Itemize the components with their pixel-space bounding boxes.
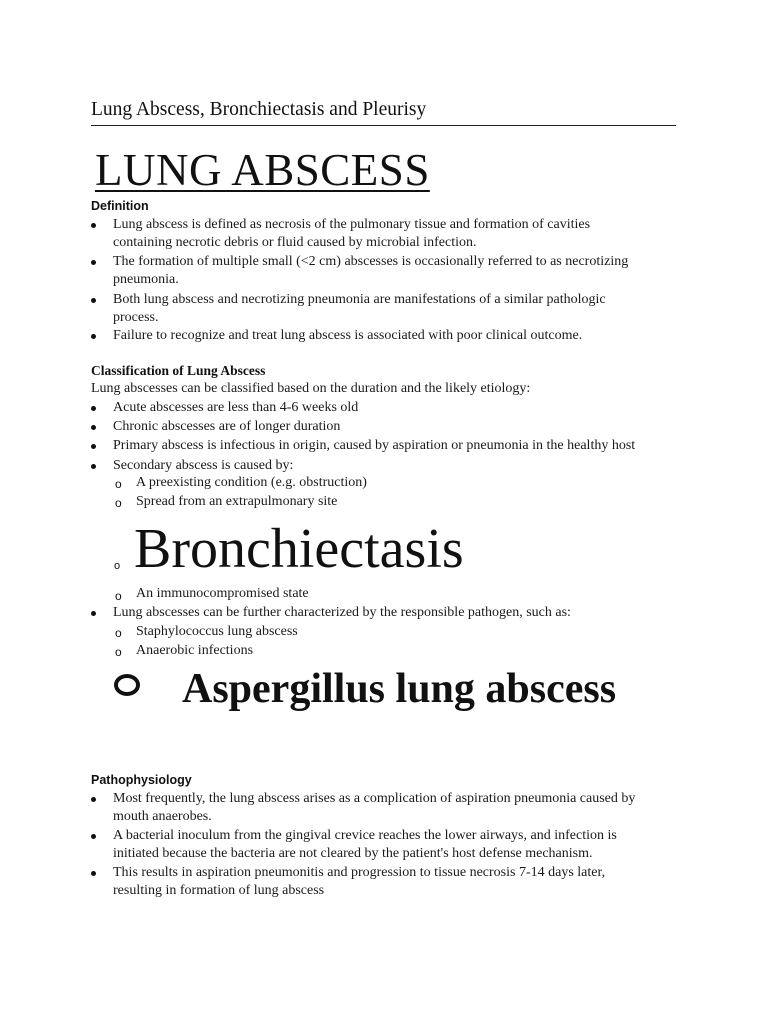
bullet-icon — [91, 611, 96, 616]
definition-bullet-3-line-1: Both lung abscess and necrotizing pneumonia are manifestations of a similar pathologic — [113, 292, 606, 307]
bullet-icon — [91, 425, 96, 430]
bullet-icon — [91, 444, 96, 449]
large-sub-bullet-ring-icon — [114, 674, 140, 696]
sub-bullet-ring-icon: o — [115, 645, 122, 659]
classification-bullet-acute: Acute abscesses are less than 4-6 weeks old — [113, 400, 359, 415]
pathogen-subitem-staphylococcus: Staphylococcus lung abscess — [136, 624, 298, 639]
bullet-icon — [91, 871, 96, 876]
classification-bullet-primary: Primary abscess is infectious in origin, caused by aspiration or pneumonia in the healthy host — [113, 438, 636, 453]
bullet-icon — [91, 464, 96, 469]
bullet-icon — [91, 223, 96, 228]
definition-bullet-2-line-2: pneumonia. — [113, 272, 179, 287]
definition-heading: Definition — [91, 199, 149, 213]
secondary-subitem-preexisting: A preexisting condition (e.g. obstruction) — [136, 475, 367, 490]
bullet-icon — [91, 797, 96, 802]
sub-bullet-ring-icon: o — [115, 496, 122, 510]
definition-bullet-1-line-1: Lung abscess is defined as necrosis of the pulmonary tissue and formation of cavities — [113, 217, 591, 232]
pathophysiology-bullet-3-line-1: This results in aspiration pneumonitis and progression to tissue necrosis 7-14 days later, — [113, 865, 606, 880]
bullet-icon — [91, 334, 96, 339]
definition-bullet-1-line-2: containing necrotic debris or fluid caused by microbial infection. — [113, 235, 477, 250]
definition-bullet-3-line-2: process. — [113, 310, 159, 325]
bullet-icon — [91, 298, 96, 303]
bullet-icon — [91, 834, 96, 839]
sub-bullet-ring-icon: o — [115, 477, 122, 491]
sub-bullet-ring-icon: o — [115, 626, 122, 640]
secondary-subitem-spread: Spread from an extrapulmonary site — [136, 494, 338, 509]
pathophysiology-heading: Pathophysiology — [91, 773, 192, 787]
document-title: Lung Abscess, Bronchiectasis and Pleurisy — [91, 99, 427, 120]
pathophysiology-bullet-1-line-2: mouth anaerobes. — [113, 809, 212, 824]
pathophysiology-bullet-3-line-2: resulting in formation of lung abscess — [113, 883, 325, 898]
pathophysiology-bullet-2-line-2: initiated because the bacteria are not cleared by the patient's host defense mechanism. — [113, 846, 593, 861]
classification-bullet-pathogen: Lung abscesses can be further characterized by the responsible pathogen, such as: — [113, 605, 571, 620]
large-subitem-bronchiectasis: Bronchiectasis — [134, 518, 464, 580]
title-underline-divider — [91, 125, 676, 126]
large-pathogen-aspergillus: Aspergillus lung abscess — [182, 666, 617, 712]
definition-bullet-2-line-1: The formation of multiple small (<2 cm) abscesses is occasionally referred to as necrotizing — [113, 254, 629, 269]
classification-bullet-chronic: Chronic abscesses are of longer duration — [113, 419, 341, 434]
definition-bullet-4: Failure to recognize and treat lung abscess is associated with poor clinical outcome. — [113, 328, 583, 343]
pathogen-subitem-anaerobic: Anaerobic infections — [136, 643, 254, 658]
bullet-icon — [91, 260, 96, 265]
section-title-lung-abscess: LUNG ABSCESS — [95, 145, 430, 195]
secondary-subitem-immunocompromised: An immunocompromised state — [136, 586, 309, 601]
pathophysiology-bullet-1-line-1: Most frequently, the lung abscess arises as a complication of aspiration pneumonia caused by — [113, 791, 636, 806]
classification-heading: Classification of Lung Abscess — [91, 363, 266, 378]
classification-bullet-secondary: Secondary abscess is caused by: — [113, 458, 294, 473]
sub-bullet-ring-icon: o — [115, 589, 122, 603]
sub-bullet-ring-icon: o — [114, 560, 121, 572]
bullet-icon — [91, 406, 96, 411]
pathophysiology-bullet-2-line-1: A bacterial inoculum from the gingival crevice reaches the lower airways, and infection is — [113, 828, 617, 843]
classification-intro: Lung abscesses can be classified based on the duration and the likely etiology: — [91, 381, 531, 396]
